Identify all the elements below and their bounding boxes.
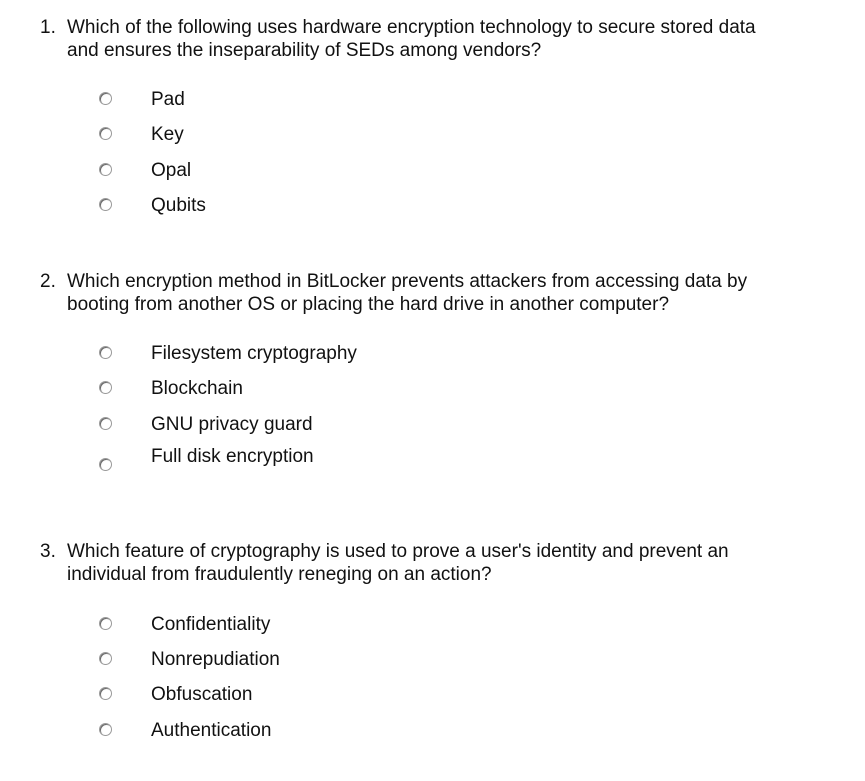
question-text-line: Which of the following uses hardware encryption technology to secure stored data (67, 17, 756, 38)
question-text (67, 540, 827, 586)
radio-button-icon[interactable] (99, 381, 112, 394)
option-nonrepudiation[interactable] (0, 650, 700, 676)
option-filesystem-cryptography[interactable] (0, 344, 700, 370)
option-opal[interactable] (0, 161, 700, 187)
option-label: Obfuscation (151, 684, 253, 705)
option-label: Pad (151, 89, 185, 110)
option-label: Key (151, 124, 184, 145)
radio-button-icon[interactable] (99, 92, 112, 105)
option-label: Full disk encryption (151, 446, 314, 467)
option-label: Confidentiality (151, 614, 271, 635)
option-label: Qubits (151, 195, 206, 216)
option-full-disk-encryption[interactable] (0, 447, 700, 473)
radio-button-icon[interactable] (99, 417, 112, 430)
radio-button-icon[interactable] (99, 346, 112, 359)
option-label: Nonrepudiation (151, 649, 280, 670)
question-number: 1. (40, 17, 56, 38)
question-text (67, 270, 827, 316)
radio-button-icon[interactable] (99, 723, 112, 736)
radio-button-icon[interactable] (99, 652, 112, 665)
option-label: Blockchain (151, 378, 243, 399)
radio-button-icon[interactable] (99, 127, 112, 140)
radio-button-icon[interactable] (99, 458, 112, 471)
radio-button-icon[interactable] (99, 617, 112, 630)
question-text-line: individual from fraudulently reneging on an action? (67, 564, 492, 585)
option-key[interactable] (0, 125, 700, 151)
option-authentication[interactable] (0, 721, 700, 747)
option-obfuscation[interactable] (0, 685, 700, 711)
option-pad[interactable] (0, 90, 700, 116)
question-text-line: Which feature of cryptography is used to prove a user's identity and prevent an (67, 541, 729, 562)
radio-button-icon[interactable] (99, 163, 112, 176)
option-gnu-privacy-guard[interactable] (0, 415, 700, 441)
option-label: Opal (151, 160, 192, 181)
radio-button-icon[interactable] (99, 198, 112, 211)
question-text-line: Which encryption method in BitLocker prevents attackers from accessing data by (67, 271, 748, 292)
option-qubits[interactable] (0, 196, 700, 222)
option-confidentiality[interactable] (0, 615, 700, 641)
question-text-line: booting from another OS or placing the hard drive in another computer? (67, 294, 670, 315)
question-text-line: and ensures the inseparability of SEDs among vendors? (67, 40, 542, 61)
option-label: Filesystem cryptography (151, 343, 357, 364)
option-blockchain[interactable] (0, 379, 700, 405)
option-label: GNU privacy guard (151, 414, 313, 435)
question-number: 2. (40, 271, 56, 292)
question-number: 3. (40, 541, 56, 562)
question-text (67, 16, 827, 62)
option-label: Authentication (151, 720, 272, 741)
radio-button-icon[interactable] (99, 687, 112, 700)
